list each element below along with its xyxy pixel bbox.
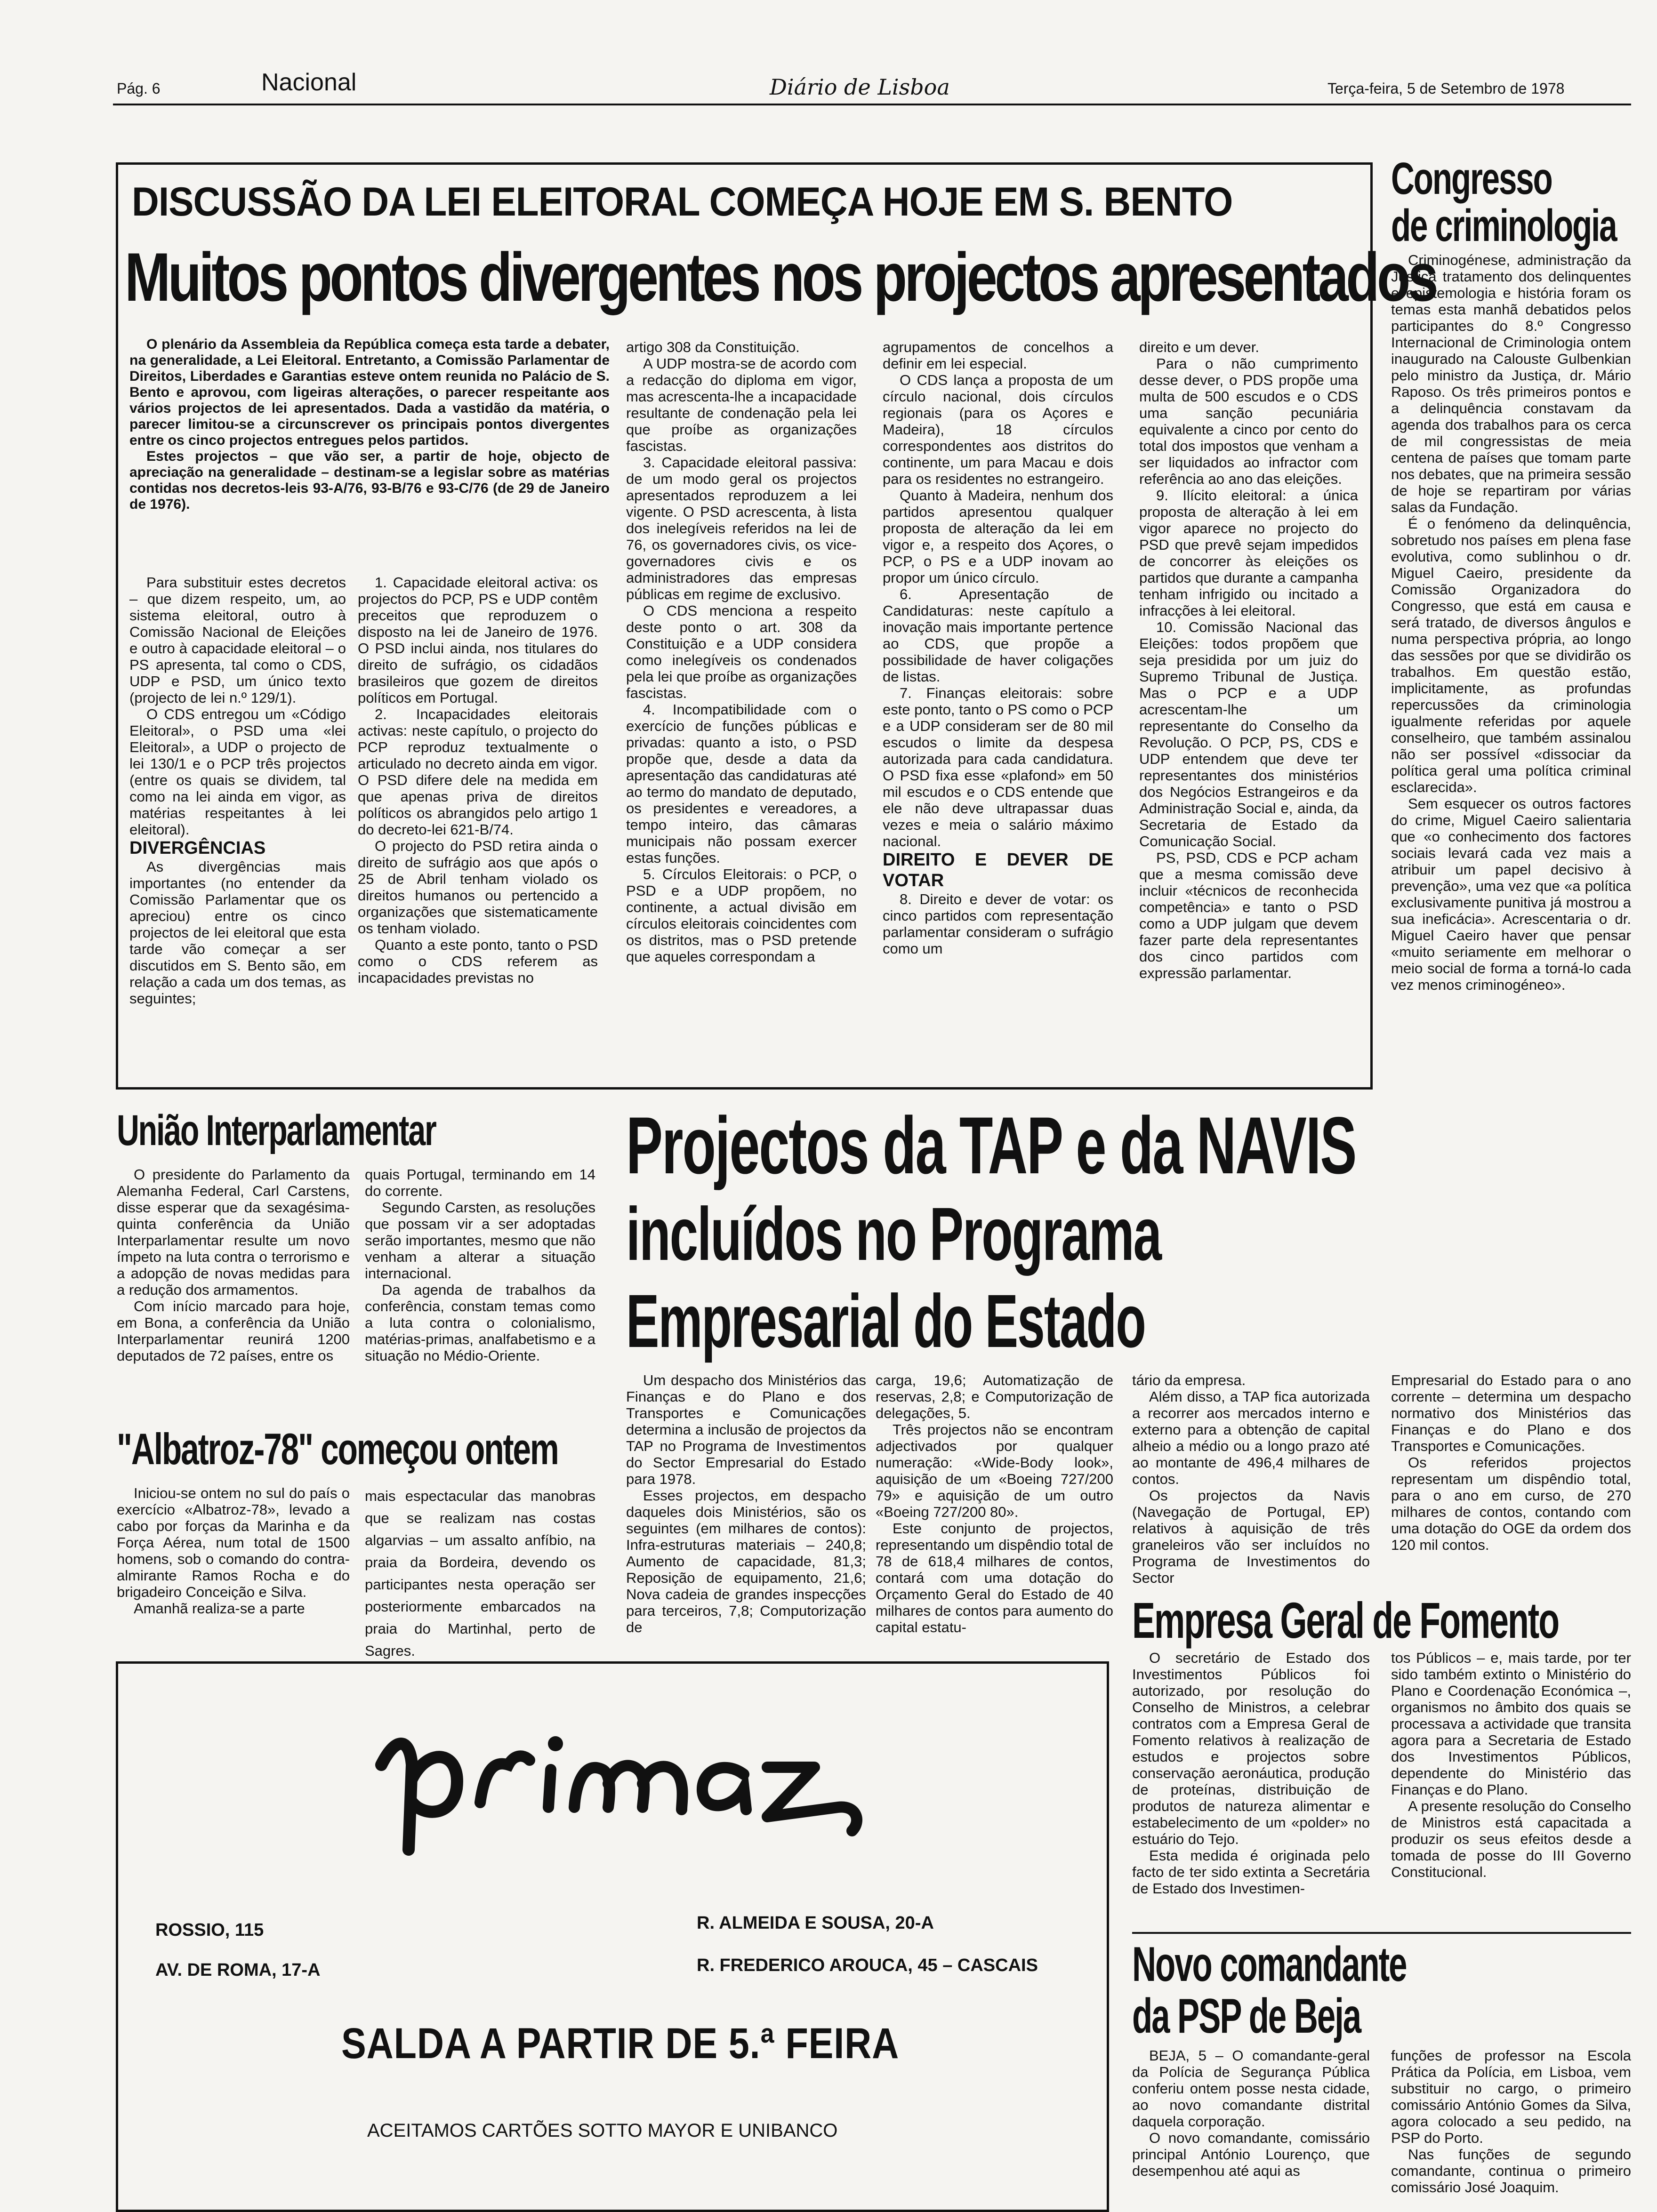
lead-col-3 — [626, 339, 857, 1078]
congresso-body — [1391, 252, 1631, 1085]
lead-c4-p1: agrupamentos de concelhos a definir em lei especial. — [883, 339, 1113, 372]
psp-c2-p1: funções de professor na Escola Prática da Polícia, em Lisboa, vem substituir no cargo, o primeiro comissário António Gomes da Silva, agora colocado a seu pedido, na PSP do Porto. — [1391, 2047, 1631, 2146]
ad-cards-note: ACEITAMOS CARTÕES SOTTO MAYOR E UNIBANCO — [367, 2120, 838, 2141]
albatroz-headline: "Albatroz-78" começou ontem — [117, 1424, 558, 1474]
tap-c4-p2: Os referidos projectos representam um dispêndio total, para o ano em curso, de 270 milhares de contos, contando com uma dotação do OGE da ordem dos 120 mil contos. — [1391, 1454, 1631, 1553]
lead-subhead-direito: DIREITO E DEVER DE VOTAR — [883, 850, 1113, 890]
lead-c1-p3: As divergências mais importantes (no entender da Comissão Parlamentar que os apreciou) entre os cinco projectos de lei eleitoral que esta tarde vão começar a ser discutidos em S. Bento são, em relação a cada um dos temas, as seguintes; — [129, 858, 346, 1007]
lead-c4-p3: Quanto à Madeira, nenhum dos partidos apresentou qualquer proposta de alteração da lei em vigor e, a respeito dos Açores, o PCP, o PS e a UDP inovam ao propor um único círculo. — [883, 487, 1113, 586]
tap-c2-p2: Três projectos não se encontram adjectivados por qualquer numeração: «Wide-Body look», aquisição de um «Boeing 727/200 79» e aquisição de um outro «Boeing 727/200 80». — [876, 1421, 1113, 1520]
lead-c3-p2: A UDP mostra-se de acordo com a redacção do diploma em vigor, mas acrescenta-lhe a incapacidade resultante de condenação pela lei que proíbe as organizações fascistas. — [626, 355, 857, 454]
fomento-col-1 — [1132, 1650, 1370, 1923]
primar-logo — [367, 1708, 876, 1878]
albatroz-c1-p1: Iniciou-se ontem no sul do país o exercício «Albatroz-78», levado a cabo por forças da Marinha e da Força Aérea, num total de 1500 homens, sob o comando do contra-almirante Ramos Rocha e do brigadeiro Conceição e Silva. — [117, 1485, 350, 1600]
uniao-col-2 — [365, 1166, 595, 1411]
tap-c4-p1: Empresarial do Estado para o ano corrente – determina um despacho normativo dos Ministérios das Finanças e do Plano e dos Transportes e Comunicações. — [1391, 1372, 1631, 1454]
lead-col-4 — [883, 339, 1113, 1078]
tap-c3-p3: Os projectos da Navis (Navegação de Portugal, EP) relativos à aquisição de três graneleiros vão ser incluídos no Programa de Investimentos do Sector — [1132, 1487, 1370, 1586]
tap-c1-p2: Esses projectos, em despacho daqueles dois Ministérios, são os seguintes (em milhares de contos): Infra-estruturas materiais – 240,8; Aumento de capacidade, 81,3; Reposição de equipamento, 21,6; Nova cadeia de grandes inspecções para terceiros, 7,8; Computorização de — [626, 1487, 866, 1635]
psp-c1-p2: O novo comandante, comissário principal António Lourenço, que desempenhou até aqui as — [1132, 2130, 1370, 2179]
tap-c2-p1: carga, 19,6; Automatização de reservas, 2,8; e Computorização de delegações, 5. — [876, 1372, 1113, 1421]
ad-address-almeida: R. ALMEIDA E SOUSA, 20-A — [697, 1913, 934, 1933]
lead-c5-p4: 10. Comissão Nacional das Eleições: todos propõem que seja presidida por um juiz do Supremo Tribunal de Justiça. Mas o PCP e a UDP acrescentam-lhe um representante do Conselho da Revolução. O PCP, PS, CDS e UDP entendem que deve ter representantes dos ministérios dos Negócios Estrangeiros e da Administração Social e, ainda, da Secretaria de Estado da Comunicação Social. — [1139, 619, 1358, 850]
lead-c4-p4: 6. Apresentação de Candidaturas: neste capítulo a inovação mais importante pertence ao CDS, que propõe a possibilidade de haver coligações de listas. — [883, 586, 1113, 685]
lead-col-2 — [358, 574, 598, 1078]
masthead-rule — [113, 104, 1631, 105]
ad-address-rossio: ROSSIO, 115 — [155, 1920, 264, 1940]
lead-c4-p5: 7. Finanças eleitorais: sobre este ponto, tanto o PS como o PCP e a UDP consideram ser de 80 mil escudos o limite da despesa autorizada para cada candidatura. O PSD fixa esse «plafond» em 50 mil escudos e o CDS entende que ele não deve ultrapassar duas vezes e meia o salário máximo nacional. — [883, 685, 1113, 850]
lead-c5-p5: PS, PSD, CDS e PCP acham que a mesma comissão deve incluir «técnicos de reconhecida competência» e tanto o PSD como a UDP julgam que devem fazer parte dela representantes dos cinco partidos com expressão parlamentar. — [1139, 850, 1358, 981]
albatroz-col-2 — [365, 1485, 595, 1659]
tap-col-3 — [1132, 1372, 1370, 1586]
uniao-c2-p3: Da agenda de trabalhos da conferência, constam temas como a luta contra o colonialismo, matérias-primas, analfabetismo e a situação no Médio-Oriente. — [365, 1282, 595, 1364]
lead-col-1 — [129, 574, 346, 1078]
uniao-c2-p1: quais Portugal, terminando em 14 do corrente. — [365, 1166, 595, 1199]
lead-c2-p1: 1. Capacidade eleitoral activa: os projectos do PCP, PS e UDP contêm preceitos que reproduzem o disposto na lei de Janeiro de 1976. O PSD inclui ainda, nos titulares do direito de sufrágio, os cidadãos brasileiros que gozem de direitos políticos em Portugal. — [358, 574, 598, 706]
fomento-headline: Empresa Geral de Fomento — [1132, 1592, 1559, 1649]
page-number: Pág. 6 — [117, 80, 161, 97]
lead-c5-p2: Para o não cumprimento desse dever, o PDS propõe uma multa de 500 escudos e o CDS uma sanção pecuniária equivalente a cinco por cento do total dos impostos que venham a ser liquidados ao infractor com referência ao ano das eleições. — [1139, 355, 1358, 487]
lead-intro-p1: O plenário da Assembleia da República começa esta tarde a debater, na generalidade, a Lei Eleitoral. Entretanto, a Comissão Parlamentar de Direitos, Liberdades e Garantias esteve ontem reunida no Palácio de S. Bento e aprovou, com ligeiras alterações, o parecer respeitante aos vários projectos de lei apresentados. Dada a vastidão da matéria, o parecer limitou-se a circunscrever os principais pontos divergentes entre os cinco projectos entregues pelos partidos. — [129, 337, 610, 448]
lead-c5-p3: 9. Ilícito eleitoral: a única proposta de alteração à lei em vigor aparece no projecto do PSD que prevê sejam impedidos de concorrer às eleições os partidos que durante a campanha tenham infrigido ou incitado a infracções à lei eleitoral. — [1139, 487, 1358, 619]
tap-c1-p1: Um despacho dos Ministérios das Finanças e do Plano e dos Transportes e Comunicações determina a inclusão de projectos da TAP no Programa de Investimentos do Sector Empresarial do Estado para 1978. — [626, 1372, 866, 1487]
lead-c5-p1: direito e um dever. — [1139, 339, 1260, 355]
psp-col-2 — [1391, 2047, 1631, 2210]
lead-headline: Muitos pontos divergentes nos projectos apresentados — [125, 239, 1436, 315]
tap-c3-p1: tário da empresa. — [1132, 1372, 1246, 1388]
tap-headline-1: Projectos da TAP e da NAVIS — [626, 1100, 1356, 1191]
tap-col-1 — [626, 1372, 866, 1647]
lead-c3-p6: 5. Círculos Eleitorais: o PCP, o PSD e a UDP propõem, no continente, a actual divisão em círculos eleitorais coincidentes com os distritos, mas o PSD pretende que aqueles correspondam a — [626, 866, 857, 965]
psp-c2-p2: Nas funções de segundo comandante, continua o primeiro comissário José Joaquim. — [1391, 2146, 1631, 2196]
psp-col-1 — [1132, 2047, 1370, 2210]
psp-headline-1: Novo comandante — [1132, 1937, 1407, 1992]
congresso-headline-1: Congresso — [1391, 153, 1552, 204]
newspaper-name: Diário de Lisboa — [770, 74, 950, 100]
fomento-c1-p2: Esta medida é originada pelo facto de ter sido extinta a Secretária de Estado dos Investimen- — [1132, 1847, 1370, 1897]
psp-top-rule — [1132, 1932, 1631, 1934]
lead-c2-p2: 2. Incapacidades eleitorais activas: neste capítulo, o projecto do PCP reproduz textualmente o articulado no decreto ainda em vigor. O PSD difere dele na medida em que apenas priva de direitos políticos os abrangidos pelo artigo 1 do decreto-lei 621-B/74. — [358, 706, 598, 838]
tap-headline-3: Empresarial do Estado — [626, 1279, 1145, 1363]
lead-c3-p5: 4. Incompatibilidade com o exercício de funções públicas e privadas: quanto a isto, o PSD propõe que, desde a data da apresentação das candidaturas até ao termo do mandato de deputado, os presidentes e vereadores, a tempo inteiro, das câmaras municipais não possam exercer estas funções. — [626, 701, 857, 866]
lead-c1-p2: O CDS entregou um «Código Eleitoral», o PSD uma «lei Eleitoral», a UDP o projecto de lei 130/1 e o PCP três projectos (entre os quais se dividem, tal como na lei ainda em vigor, as matérias respeitantes à lei eleitoral). — [129, 706, 346, 838]
fomento-col-2 — [1391, 1650, 1631, 1923]
albatroz-c1-p2: Amanhã realiza-se a parte — [134, 1600, 305, 1617]
tap-headline-2: incluídos no Programa — [626, 1192, 1161, 1276]
uniao-c2-p2: Segundo Carsten, as resoluções que possam vir a ser adoptadas serão importantes, mesmo que não venham a alterar a situação internacional. — [365, 1199, 595, 1282]
uniao-c1-p1: O presidente do Parlamento da Alemanha Federal, Carl Carstens, disse esperar que da sexagésima-quinta conferência da União Interparlamentar resulte um novo ímpeto na luta contra o terrorismo e a adopção de novas medidas para a redução dos armamentos. — [117, 1166, 350, 1298]
lead-c3-p1: artigo 308 da Constituição. — [626, 339, 800, 355]
lead-col-5 — [1139, 339, 1358, 1078]
uniao-headline: União Interparlamentar — [117, 1106, 436, 1154]
albatroz-c2-p1: mais espectacular das manobras que se realizam nas costas algarvias – um assalto anfíbio, na praia da Bordeira, devendo os participantes nesta operação ser posteriormente embarcados na praia do Martinhal, perto de Sagres. — [365, 1488, 595, 1659]
lead-intro — [129, 337, 610, 539]
ad-address-roma: AV. DE ROMA, 17-A — [155, 1960, 321, 1980]
lead-subhead-divergencias: DIVERGÊNCIAS — [129, 838, 266, 858]
lead-c2-p4: Quanto a este ponto, tanto o PSD como o CDS referem as incapacidades previstas no — [358, 937, 598, 986]
lead-c2-p3: O projecto do PSD retira ainda o direito de sufrágio aos que após o 25 de Abril tenham violado os direitos humanos ou pertencido a organizações que sistematicamente os tenham violado. — [358, 838, 598, 937]
tap-c3-p2: Além disso, a TAP fica autorizada a recorrer aos mercados interno e externo para a obtenção de capital alheio a médio ou a longo prazo até ao montante de 496,4 milhares de contos. — [1132, 1388, 1370, 1487]
issue-date: Terça-feira, 5 de Setembro de 1978 — [1327, 80, 1565, 97]
ad-address-cascais: R. FREDERICO AROUCA, 45 – CASCAIS — [697, 1956, 1038, 1975]
lead-intro-p2: Estes projectos – que vão ser, a partir de hoje, objecto de apreciação na generalidade – destinam-se a legislar sobre as matérias contidas nos decretos-leis 93-A/76, 93-B/76 e 93-C/76 (de 29 de Janeiro de 1976). — [129, 449, 610, 512]
lead-c3-p4: O CDS menciona a respeito deste ponto o art. 308 da Constituição e a UDP considera como inelegíveis os condenados pela lei que proíbe as organizações fascistas. — [626, 602, 857, 701]
psp-headline-2: da PSP de Beja — [1132, 1989, 1361, 2044]
section-title: Nacional — [261, 69, 357, 96]
congresso-p3: Sem esquecer os outros factores do crime, Miguel Caeiro salientaria que «o conhecimento dos factores sociais levará cada vez mais a atribuir um papel decisivo à prevenção», uma vez que «a política exclusivamente punitiva já mostrou a sua ineficácia». Acrescentaria o dr. Miguel Caeiro haver que pensar «muito seriamente em melhorar o meio social de forma a torná-lo cada vez menos criminogéneo». — [1391, 795, 1631, 993]
psp-c1-p1: BEJA, 5 – O comandante-geral da Polícia de Segurança Pública conferiu ontem posse nesta cidade, ao novo comandante distrital daquela corporação. — [1132, 2047, 1370, 2130]
fomento-c2-p2: A presente resolução do Conselho de Ministros está capacitada a produzir os seus efeitos desde a tomada de posse do III Governo Constitucional. — [1391, 1798, 1631, 1880]
lead-kicker: DISCUSSÃO DA LEI ELEITORAL COMEÇA HOJE EM S. BENTO — [132, 179, 1233, 224]
lead-c4-p6: 8. Direito e dever de votar: os cinco partidos com representação parlamentar consideram o sufrágio como um — [883, 891, 1113, 957]
uniao-col-1 — [117, 1166, 350, 1411]
fomento-c2-p1: tos Públicos – e, mais tarde, por ter sido também extinto o Ministério do Plano e Coordenação Económica –, organismos no âmbito dos quais se processava a actividade que transita agora para a Secretaria de Estado dos Investimentos Públicos, dependente do Ministério das Finanças e do Plano. — [1391, 1650, 1631, 1798]
lead-c4-p2: O CDS lança a proposta de um círculo nacional, dois círculos regionais (para os Açores e Madeira), 18 círculos correspondentes aos distritos do continente, um para Macau e dois para os residentes no estrangeiro. — [883, 372, 1113, 487]
congresso-p2: É o fenómeno da delinquência, sobretudo nos países em plena fase evolutiva, como sublinhou o dr. Miguel Caeiro, presidente da Comissão Organizadora do Congresso, que está em causa e será tratado, de diversos ângulos e numa perspectiva própria, ao longo das sessões por que se dividirão os trabalhos. Em questão estão, implicitamente, as profundas repercussões da criminologia igualmente referidas por aquele conselheiro, que também assinalou não ser possível «dissociar da política geral uma política criminal esclarecida». — [1391, 515, 1631, 795]
tap-col-2 — [876, 1372, 1113, 1647]
tap-col-4 — [1391, 1372, 1631, 1574]
albatroz-col-1 — [117, 1485, 350, 1647]
uniao-c1-p2: Com início marcado para hoje, em Bona, a conferência da União Interparlamentar reunirá 1200 deputados de 72 países, entre os — [117, 1298, 350, 1364]
lead-c1-p1: Para substituir estes decretos – que dizem respeito, um, ao sistema eleitoral, outro à Comissão Nacional de Eleições e outro à capacidade eleitoral – o PS apresenta, tal como o CDS, UDP e PSD, um único texto (projecto de lei n.º 129/1). — [129, 574, 346, 706]
congresso-p1: Criminogénese, administração da Justiça tratamento dos delinquentes e epistemologia e história foram os temas esta manhã debatidos pelos participantes do 8.º Congresso Internacional de Criminologia ontem inaugurado na Calouste Gulbenkian pelo ministro da Justiça, dr. Mário Raposo. Os três primeiros pontos e a delinquência constavam da agenda dos trabalhos para os cerca de mil congressistas de meia centena de países que tomam parte nos debates, que na primeira sessão de hoje se repartiram por várias salas da Fundação. — [1391, 252, 1631, 515]
ad-sale-banner: SALDA A PARTIR DE 5.ª FEIRA — [341, 2020, 900, 2068]
fomento-c1-p1: O secretário de Estado dos Investimentos Públicos foi autorizado, por resolução do Conselho de Ministros, a celebrar contratos com a Empresa Geral de Fomento relativos à realização de estudos e projectos sobre conservação aeronáutica, produção de proteínas, distribuição de produtos de natureza alimentar e estabelecimento de um «polder» no estuário do Tejo. — [1132, 1650, 1370, 1847]
tap-c2-p3: Este conjunto de projectos, representando um dispêndio total de 78 de 618,4 milhares de contos, contará com uma dotação do Orçamento Geral do Estado de 40 milhares de contos para aumento do capital estatu- — [876, 1520, 1113, 1635]
lead-c3-p3: 3. Capacidade eleitoral passiva: de um modo geral os projectos apresentados reproduzem a lei vigente. O PSD acrescenta, à lista dos inelegíveis referidos na lei de 76, os governadores civis, os vice-governadores civis e os administradores das empresas públicas em regime de exclusivo. — [626, 454, 857, 602]
congresso-headline-2: de criminologia — [1391, 200, 1617, 251]
